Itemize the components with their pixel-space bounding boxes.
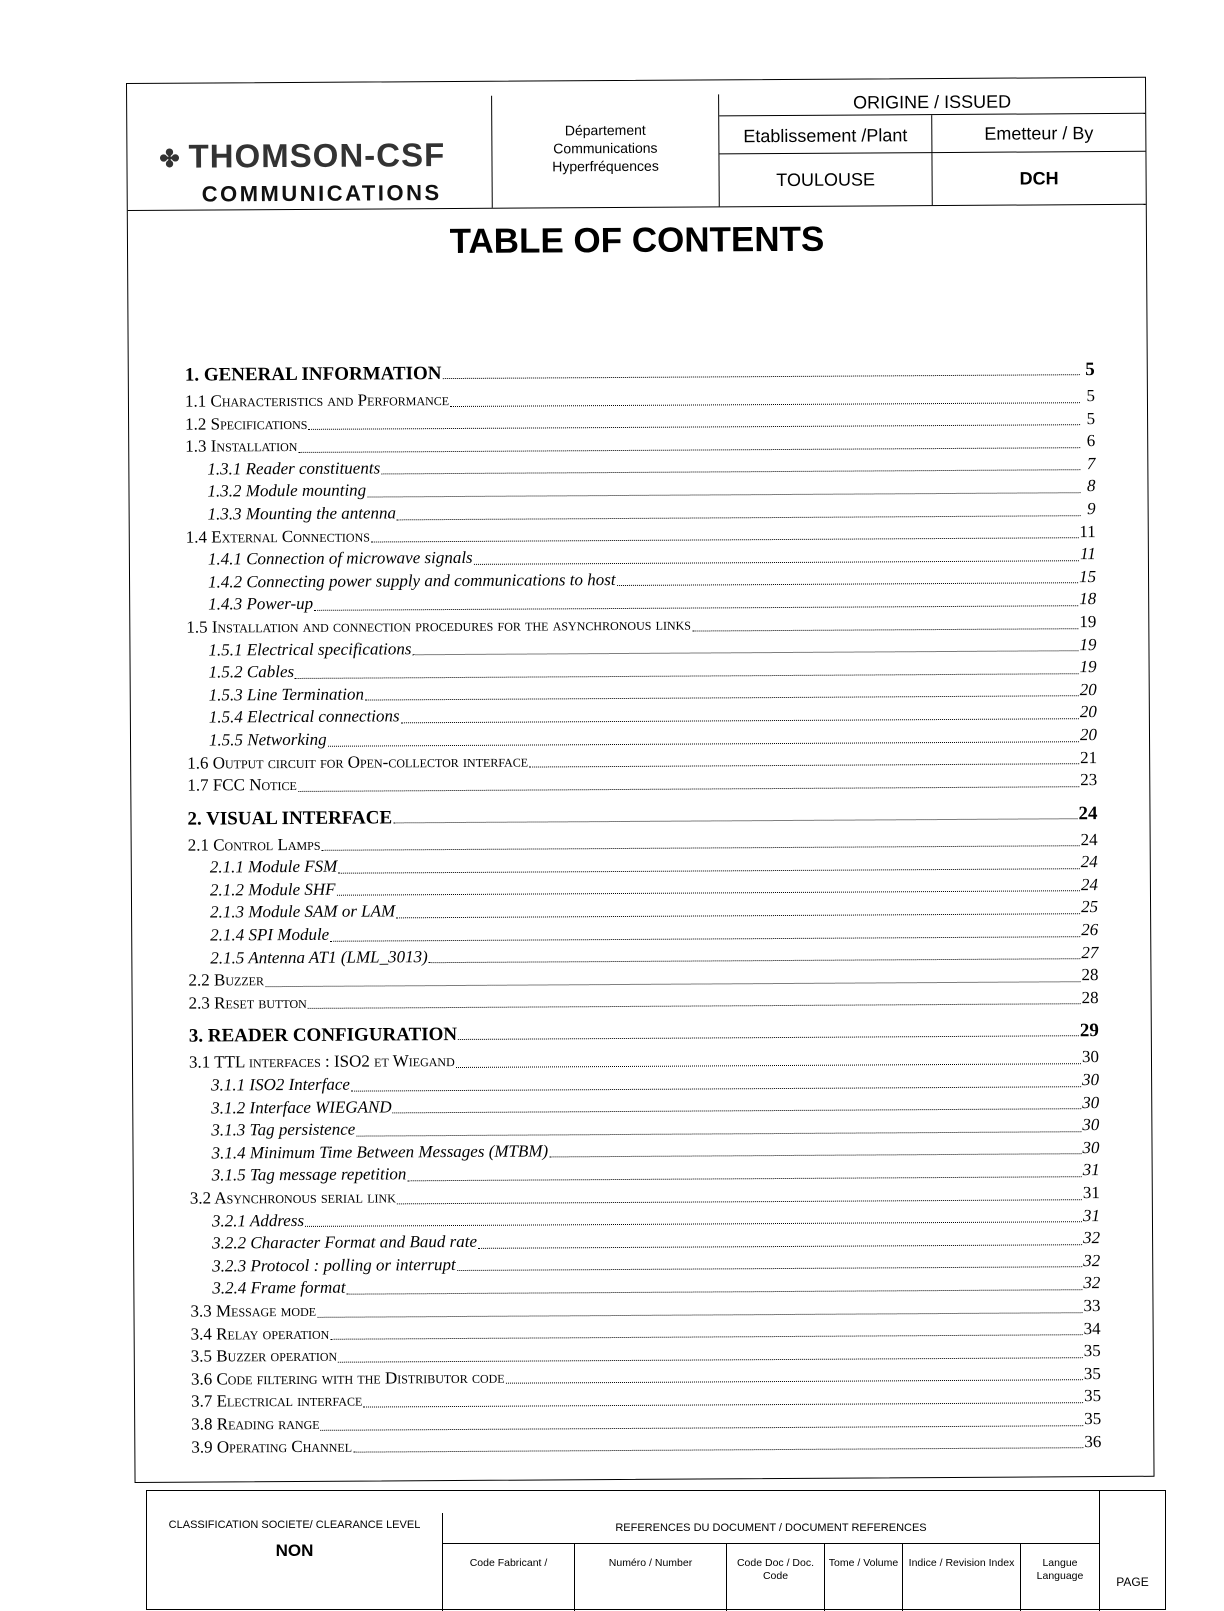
toc-entry-label: 1.5.1 Electrical specifications [208,638,412,660]
toc-entry-label: 1.3 Installation [185,436,298,456]
toc-entry-page: 26 [1081,920,1099,940]
toc-entry-page: 30 [1082,1137,1100,1157]
toc-entry [189,1010,1099,1053]
toc-entry-page: 19 [1079,612,1097,632]
col-numero: Numéro / Number [575,1543,727,1611]
toc-leader-dots [413,649,1079,655]
toc-leader-dots [381,469,1080,475]
dept-line-3: Hyperfréquences [552,157,659,175]
col-doc-code: Code Doc / Doc. Code [727,1543,825,1611]
toc-entry-label: 1.3.1 Reader constituents [207,458,381,479]
toc-entry-page: 31 [1082,1205,1100,1225]
toc-leader-dots [450,401,1080,407]
toc-leader-dots [298,446,1080,453]
logo-subtitle: COMMUNICATIONS [201,180,442,207]
plant-label: Etablissement /Plant [719,115,932,154]
toc-leader-dots [265,980,1080,987]
dept-line-1: Département [564,121,646,139]
toc-entry-page: 32 [1083,1250,1101,1270]
toc-entry-label: 1.5 Installation and connection procedures for the asynchronous links [186,614,692,637]
toc-entry-page: 29 [1079,1020,1099,1042]
issuer-value: DCH [1019,168,1059,189]
toc-leader-dots [397,514,1081,520]
toc-leader-dots [328,740,1079,747]
toc-entry-label: 3.2.3 Protocol : polling or interrupt [212,1254,456,1276]
toc-entry-label: 3.2.4 Frame format [212,1278,346,1298]
toc-entry-label: 1.5.5 Networking [208,729,327,750]
toc-entry-page: 33 [1083,1296,1101,1316]
toc-entry-label: 2.2 Buzzer [188,970,265,990]
toc-entry-page: 24 [1080,829,1098,849]
toc-entry-label: 3.2 Asynchronous serial link [189,1187,396,1208]
toc-entry-label: 3.2.2 Character Format and Baud rate [212,1232,478,1253]
toc-entry-label: 3.6 Code filtering with the Distributor code [190,1367,505,1389]
origin-label: ORIGINE / ISSUED [719,88,1145,117]
toc-entry-page: 32 [1083,1273,1101,1293]
issuer-label: Emetteur / By [932,114,1145,153]
logo-name: THOMSON-CSF [188,136,446,175]
toc-entry-label: 1.5.2 Cables [208,662,295,682]
classification-label: CLASSIFICATION SOCIETE/ CLEARANCE LEVEL [168,1519,421,1531]
toc-leader-dots [429,957,1081,963]
col-fabricant: Code Fabricant / [443,1543,575,1611]
toc-leader-dots [457,1266,1082,1272]
toc-entry-page: 25 [1080,897,1099,917]
toc-entry-page: 23 [1080,770,1098,790]
company-logo [159,136,445,176]
toc-entry-label: 3.3 Message mode [190,1300,317,1321]
toc-entry-page: 34 [1083,1318,1101,1338]
toc-entry-label: 1.1 Characteristics and Performance [184,390,450,411]
toc-entry-page: 35 [1083,1341,1101,1361]
toc-entry-page: 15 [1078,566,1097,586]
toc-entry-page: 11 [1080,544,1096,564]
toc-entry-label: 3.1.4 Minimum Time Between Messages (MTBM) [211,1141,549,1163]
toc-entry-page: 24 [1080,874,1098,895]
toc-entry-label: 2.1.2 Module SHF [209,879,336,900]
toc-leader-dots [321,1424,1084,1431]
toc-entry-page: 5 [1086,408,1096,428]
toc-leader-dots [365,695,1079,701]
toc-leader-dots [397,1198,1082,1204]
toc-entry-label: 3.9 Operating Channel [191,1436,353,1457]
toc-leader-dots [371,536,1078,542]
toc-entry-label: 3.1.2 Interface WIEGAND [211,1097,392,1118]
toc-entry-page: 20 [1079,702,1097,722]
toc-entry-label: 2.1.3 Module SAM or LAM [210,901,396,922]
toc-entry-page: 31 [1082,1183,1100,1203]
toc-entry-label: 1.2 Specifications [185,413,308,434]
toc-leader-dots [338,867,1080,874]
toc-entry-page: 9 [1087,499,1096,519]
toc-entry-label: 2.1.4 SPI Module [210,924,330,945]
toc-entry-page: 30 [1081,1047,1100,1067]
toc-entry-label: 3.4 Relay operation [190,1323,330,1344]
toc-leader-dots [338,1356,1083,1363]
toc-leader-dots [401,717,1079,723]
toc-entry-label: 1.5.4 Electrical connections [208,706,400,727]
toc-entry-page: 31 [1082,1160,1100,1180]
department-cell [492,94,720,207]
dept-line-2: Communications [553,139,658,157]
col-langue: Langue Language [1036,1557,1084,1582]
toc-leader-dots [308,423,1080,430]
col-indice: Indice / Revision Index [903,1543,1021,1611]
toc-entry-page: 19 [1079,657,1097,677]
toc-leader-dots [363,1401,1083,1407]
toc-entry-label: 3.1 TTL interfaces : ISO2 et Wiegand [188,1051,455,1073]
toc-entry-label: 3.1.3 Tag persistence [211,1119,356,1140]
toc-entry-page: 28 [1081,965,1099,985]
classification-value: NON [275,1541,314,1560]
toc-entry-page: 35 [1083,1386,1102,1406]
toc-entry-page: 35 [1084,1409,1102,1429]
toc-leader-dots [617,582,1078,587]
toc-entry-label: 3.5 Buzzer operation [190,1345,338,1366]
toc-entry-label: 3.7 Electrical interface [190,1390,363,1411]
toc-entry-page: 24 [1080,852,1098,872]
toc-entry-label: 1.6 Output circuit for Open-collector interface [187,751,529,773]
toc-entry-page: 30 [1082,1115,1100,1135]
toc-leader-dots [298,785,1079,792]
toc-leader-dots [337,890,1080,897]
toc-leader-dots [308,1003,1081,1010]
toc-entry-label: 3.1.5 Tag message repetition [211,1164,407,1185]
toc-entry-page: 30 [1082,1092,1100,1112]
toc-leader-dots [478,1243,1082,1249]
toc-entry-label: 1.4.3 Power-up [208,594,314,614]
document-header [127,78,1146,211]
toc-entry-label: 2.1.1 Module FSM [209,857,338,877]
toc-leader-dots [443,373,1080,379]
toc-entry-label: 2.1 Control Lamps [187,834,321,855]
toc-entry-label: 1.5.3 Line Termination [208,684,365,705]
toc-leader-dots [393,1107,1082,1113]
toc-leader-dots [549,1153,1081,1158]
toc-entry-label: 3.1.1 ISO2 Interface [211,1074,350,1095]
thomson-logo-icon: ✤ [159,145,181,173]
toc-entry-page: 11 [1079,521,1096,541]
toc-entry-page: 18 [1079,589,1097,609]
document-frame [126,77,1155,1483]
toc-leader-dots [351,1085,1081,1091]
toc-entry-label: 2.1.5 Antenna AT1 (LML_3013) [210,946,428,968]
toc-leader-dots [330,1333,1082,1340]
toc-leader-dots [305,1220,1082,1227]
toc-entry-label: 2.3 Reset button [188,992,307,1013]
classification-cell [147,1513,443,1611]
toc-entry-page: 7 [1086,453,1096,473]
toc-entry [191,1431,1101,1459]
toc-leader-dots [367,491,1080,497]
toc-entry-page: 24 [1078,802,1098,824]
toc-entry-label: 2. VISUAL INTERFACE [187,807,393,830]
toc-entry-page: 30 [1082,1070,1100,1090]
toc-leader-dots [356,1130,1081,1136]
toc-entry [185,348,1095,391]
toc-leader-dots [474,559,1080,565]
plant-value: TOULOUSE [719,153,932,206]
toc-entry-page: 27 [1081,942,1099,962]
toc-entry-page: 5 [1085,359,1095,381]
page-label: PAGE [1099,1491,1165,1611]
toc-leader-dots [295,672,1079,679]
toc-leader-dots [529,762,1079,767]
toc-leader-dots [330,935,1080,942]
toc-entry-page: 19 [1079,634,1097,654]
toc-leader-dots [317,1311,1082,1318]
toc-entry-label: 3. READER CONFIGURATION [188,1024,458,1048]
toc-entry-page: 36 [1084,1431,1102,1451]
toc-leader-dots [506,1379,1083,1385]
toc-entry-label: 1.3.2 Module mounting [207,480,367,501]
toc-leader-dots [456,1062,1081,1068]
toc-entry-label: 1.7 FCC Notice [187,775,297,795]
toc-entry-label: 3.2.1 Address [211,1210,305,1231]
toc-entry-label: 1.3.3 Mounting the antenna [207,503,397,524]
toc-leader-dots [692,627,1078,631]
toc-leader-dots [393,817,1077,823]
toc-leader-dots [458,1035,1079,1041]
document-footer [146,1490,1166,1610]
toc-entry-page: 8 [1086,476,1096,496]
table-of-contents [185,348,1102,1459]
toc-leader-dots [353,1446,1083,1452]
toc-entry-label: 1.4 External Connections [185,526,370,547]
toc-entry-label: 1. GENERAL INFORMATION [184,363,442,386]
col-tome: Tome / Volume [825,1543,903,1611]
toc-entry-page: 21 [1080,747,1098,767]
toc-leader-dots [322,844,1080,851]
toc-entry-label: 1.4.1 Connection of microwave signals [207,548,473,569]
page-title: TABLE OF CONTENTS [449,219,825,262]
toc-entry-label: 3.8 Reading range [191,1413,320,1434]
toc-entry-page: 28 [1081,987,1099,1008]
toc-entry-page: 20 [1079,724,1098,745]
toc-entry-label: 1.4.2 Connecting power supply and communications to host [207,569,616,592]
toc-entry-page: 5 [1086,386,1095,406]
toc-entry-page: 32 [1083,1228,1101,1248]
toc-entry-page: 20 [1079,679,1097,699]
toc-entry-page: 35 [1083,1363,1101,1383]
toc-leader-dots [396,912,1080,918]
toc-leader-dots [407,1175,1081,1181]
toc-entry [187,792,1097,835]
toc-leader-dots [347,1288,1083,1294]
references-label: REFERENCES DU DOCUMENT / DOCUMENT REFERENCES [443,1513,1099,1544]
toc-leader-dots [314,604,1078,611]
toc-entry-page: 6 [1086,431,1096,451]
logo-cell [127,96,493,210]
